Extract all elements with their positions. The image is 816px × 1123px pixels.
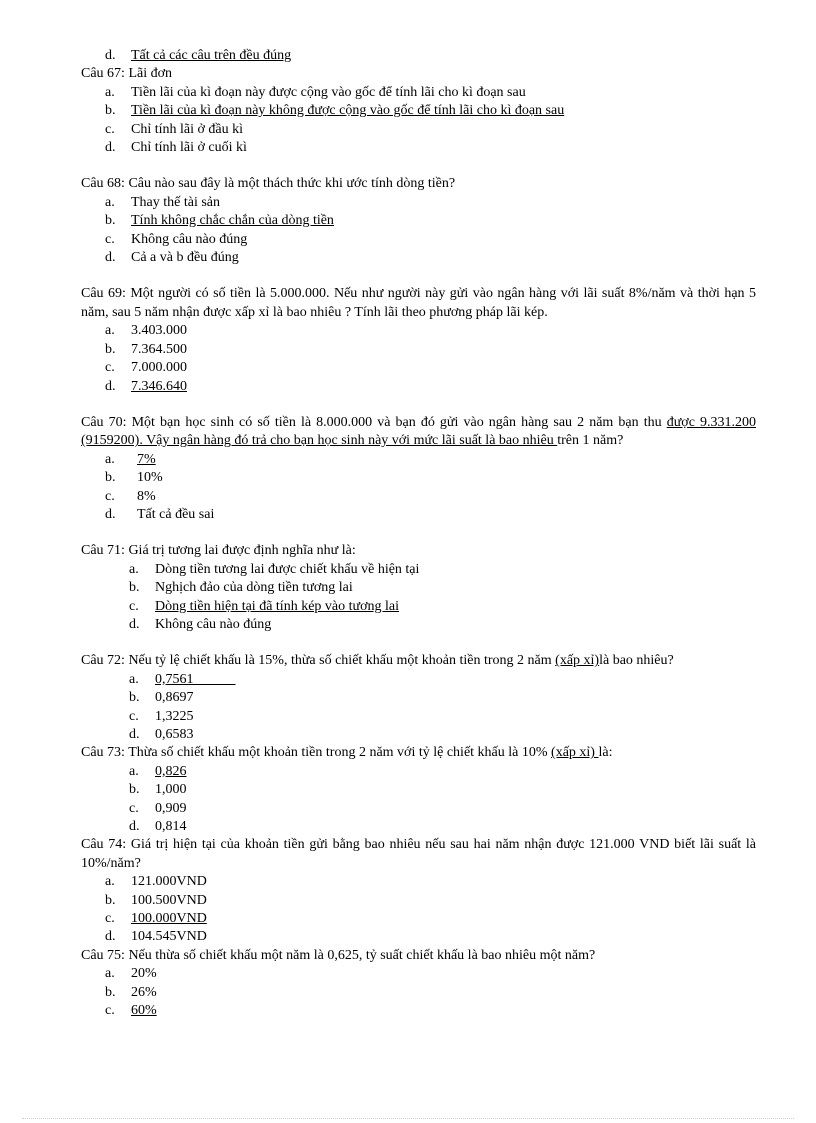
q69-option-a [81, 322, 756, 340]
option-letter: c. [129, 800, 139, 816]
document-page [81, 47, 756, 1021]
q71-question: Câu 71: Giá trị tương lai được định nghĩa như là: [81, 543, 356, 559]
q70-option-b [81, 469, 756, 487]
page-bottom-divider [22, 1118, 794, 1119]
option-letter: d. [105, 48, 116, 63]
q71-option-d [81, 616, 756, 634]
q69-question: Câu 69: Một người có số tiền là 5.000.000. Nếu như người này gửi vào ngân hàng với lãi suất 8%/năm và thời hạn 5 năm, sau 5 năm nhận được xấp xỉ là bao nhiêu ? Tính lãi theo phương pháp lãi kép. [81, 286, 756, 320]
q73-question [81, 744, 756, 762]
q72-question-text: Câu 72: Nếu tỷ lệ chiết khấu là 15%, thừa số chiết khấu một khoản tiền trong 2 năm [81, 653, 556, 669]
q71-option-b [81, 579, 756, 597]
q70-option-d [81, 506, 756, 524]
q66-option-d [81, 47, 756, 65]
q68-option-d [81, 249, 756, 267]
q73-question-approx: (xấp xỉ) [551, 745, 599, 761]
option-text: 10% [137, 470, 163, 486]
option-letter: b. [129, 580, 140, 596]
q75-question: Câu 75: Nếu thừa số chiết khấu một năm là 0,625, tỷ suất chiết khấu là bao nhiêu một năm? [81, 947, 596, 963]
option-letter: b. [105, 470, 116, 486]
option-text: 7.364.500 [131, 341, 187, 357]
q71-option-a [81, 561, 756, 579]
option-letter: a. [129, 763, 139, 779]
q75-option-c [81, 1002, 756, 1020]
option-text-correct: Tiền lãi của kì đoạn này không được cộng vào gốc để tính lãi cho kì đoạn sau [131, 103, 565, 119]
q73-option-d [81, 818, 756, 836]
option-letter: b. [129, 782, 140, 798]
option-text: Tiền lãi của kì đoạn này được cộng vào gốc để tính lãi cho kì đoạn sau [131, 84, 526, 100]
option-text-correct: 0,7561 [155, 671, 236, 687]
q70-option-a [81, 451, 756, 469]
q73-question-text: Câu 73: Thừa số chiết khấu một khoản tiền trong 2 năm với tỷ lệ chiết khấu là 10% [81, 745, 552, 761]
option-text: 0,909 [155, 800, 187, 816]
option-text-correct: Tất cả các câu trên đều đúng [131, 48, 292, 63]
q67-question: Câu 67: Lãi đơn [81, 66, 172, 82]
q67-option-b [81, 102, 756, 120]
option-text-correct: Tính không chắc chắn của dòng tiền [131, 213, 334, 229]
q70-question [81, 414, 756, 451]
option-text: 26% [131, 984, 157, 1000]
q70-option-c [81, 488, 756, 506]
q72-option-c [81, 708, 756, 726]
option-letter: b. [105, 984, 116, 1000]
option-letter: a. [105, 323, 115, 339]
option-text: Cả a và b đều đúng [131, 250, 239, 266]
option-text-correct: 7% [137, 451, 156, 467]
option-letter: d. [105, 929, 116, 945]
option-text: 100.500VND [131, 892, 207, 908]
q71-option-c [81, 598, 756, 616]
q67-option-c [81, 121, 756, 139]
option-text: Tất cả đều sai [137, 506, 215, 522]
q74-question: Câu 74: Giá trị hiện tại của khoản tiền gửi bằng bao nhiêu nếu sau hai năm nhận được 121.000 VND biết lãi suất là 10%/năm? [81, 837, 756, 871]
q73-option-a [81, 763, 756, 781]
option-text: 1,3225 [155, 708, 194, 724]
option-letter: b. [105, 341, 116, 357]
q74-option-b [81, 892, 756, 910]
option-letter: d. [105, 378, 116, 394]
option-text-correct: 7.346.640 [131, 378, 187, 394]
option-text: 1,000 [155, 782, 187, 798]
option-letter: d. [129, 727, 140, 742]
option-letter: b. [105, 213, 116, 229]
option-text: 0,814 [155, 819, 187, 835]
q70-question-line1: Câu 70: Một bạn học sinh có số tiền là 8.000.000 và bạn đó gửi vào ngân hàng sau 2 năm bạn thu [81, 414, 662, 430]
option-text-correct: 0,826 [155, 763, 187, 779]
option-letter: b. [129, 690, 140, 706]
q67-option-a [81, 84, 756, 102]
option-letter: a. [105, 966, 115, 982]
option-letter: d. [129, 819, 140, 835]
option-text: 7.000.000 [131, 360, 187, 376]
option-letter: c. [105, 911, 115, 927]
option-text: 20% [131, 966, 157, 982]
option-letter: c. [105, 488, 115, 504]
option-letter: a. [129, 561, 139, 577]
q74-option-a [81, 873, 756, 891]
q72-option-a [81, 671, 756, 689]
option-letter: b. [105, 892, 116, 908]
q75-option-b [81, 984, 756, 1002]
option-letter: a. [105, 451, 115, 467]
option-letter: a. [105, 84, 115, 100]
option-text: 121.000VND [131, 874, 207, 890]
option-text: 104.545VND [131, 929, 207, 945]
q72-option-b [81, 689, 756, 707]
option-text: Chỉ tính lãi ở đầu kì [131, 121, 244, 137]
option-text: Không câu nào đúng [155, 616, 272, 632]
option-text-correct: 100.000VND [131, 911, 207, 927]
option-text: Không câu nào đúng [131, 231, 248, 247]
q68-option-b [81, 212, 756, 230]
option-text: 0,8697 [155, 690, 194, 706]
option-text: Dòng tiền tương lai được chiết khấu về hiện tại [155, 561, 420, 577]
q67-option-d [81, 139, 756, 157]
q69-option-b [81, 341, 756, 359]
q69-option-c [81, 359, 756, 377]
option-letter: c. [129, 598, 139, 614]
option-text-correct: 60% [131, 1003, 157, 1019]
q68-question: Câu 68: Câu nào sau đây là một thách thức khi ước tính dòng tiền? [81, 176, 456, 192]
q70-question-line3: trên 1 năm? [557, 433, 624, 449]
q70-question-line2: được 9.331.200 (9159200). Vậy ngân hàng đó trả cho bạn học sinh này với mức lãi suất là bao nhiêu [81, 414, 756, 449]
option-text: 8% [137, 488, 156, 504]
q74-option-d [81, 928, 756, 946]
option-letter: c. [105, 231, 115, 247]
option-letter: d. [129, 616, 140, 632]
option-text: 3.403.000 [131, 323, 187, 339]
q73-question-tail: là: [598, 745, 613, 761]
q74-option-c [81, 910, 756, 928]
q68-option-a [81, 194, 756, 212]
option-letter: c. [129, 708, 139, 724]
option-letter: c. [105, 360, 115, 376]
option-letter: d. [105, 140, 116, 156]
q72-question-tail: là bao nhiêu? [599, 653, 674, 669]
q75-option-a [81, 965, 756, 983]
q73-option-c [81, 800, 756, 818]
option-text: Thay thế tài sản [131, 194, 221, 210]
option-letter: a. [129, 671, 139, 687]
q72-question-approx: (xấp xỉ) [555, 653, 600, 669]
q68-option-c [81, 231, 756, 249]
option-letter: d. [105, 506, 116, 522]
q72-option-d [81, 726, 756, 744]
option-letter: b. [105, 103, 116, 119]
option-letter: a. [105, 194, 115, 210]
option-letter: d. [105, 250, 116, 266]
option-text: 0,6583 [155, 727, 194, 742]
q73-option-b [81, 781, 756, 799]
option-letter: c. [105, 121, 115, 137]
q69-option-d [81, 378, 756, 396]
option-text-correct: Dòng tiền hiện tại đã tính kép vào tương lai [155, 598, 399, 614]
option-letter: c. [105, 1003, 115, 1019]
option-letter: a. [105, 874, 115, 890]
option-text: Nghịch đảo của dòng tiền tương lai [155, 580, 353, 596]
q72-question [81, 652, 756, 670]
option-text: Chỉ tính lãi ở cuối kì [131, 140, 247, 156]
